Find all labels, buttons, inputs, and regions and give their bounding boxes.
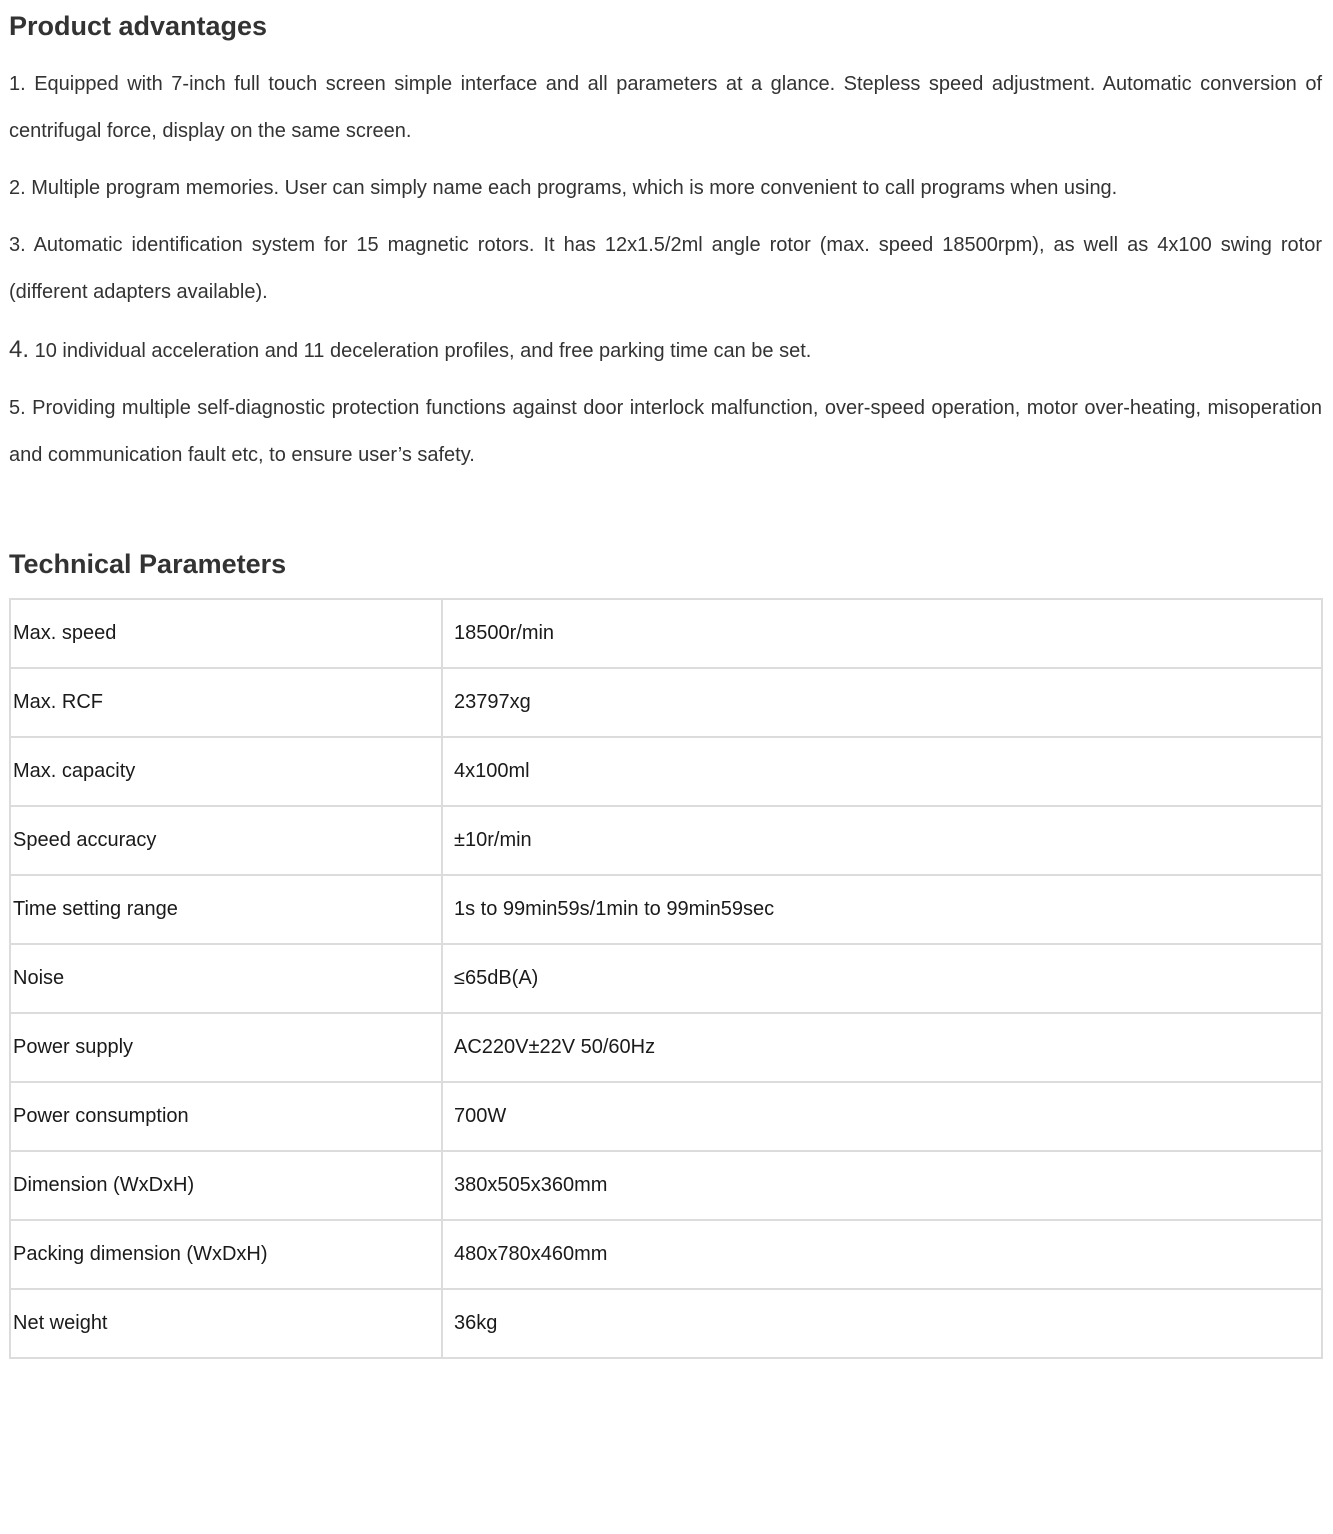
param-value: 1s to 99min59s/1min to 99min59sec bbox=[442, 875, 1322, 944]
table-row bbox=[10, 1220, 1322, 1289]
table-row bbox=[10, 1151, 1322, 1220]
param-label: Power consumption bbox=[10, 1082, 442, 1151]
advantage-text: Equipped with 7-inch full touch screen simple interface and all parameters at a glance. Stepless speed adjustment. Automatic conversion of centrifugal force, display on the same screen. bbox=[9, 73, 1322, 142]
advantage-text: 10 individual acceleration and 11 deceleration profiles, and free parking time can be set. bbox=[29, 340, 812, 362]
param-value: ±10r/min bbox=[442, 806, 1322, 875]
param-value: 480x780x460mm bbox=[442, 1220, 1322, 1289]
param-label: Net weight bbox=[10, 1289, 442, 1358]
advantages-list bbox=[9, 61, 1322, 489]
technical-parameters-table bbox=[9, 598, 1323, 1359]
advantage-text: Multiple program memories. User can simply name each programs, which is more convenient to call programs when using. bbox=[25, 177, 1118, 199]
advantage-text: Providing multiple self-diagnostic protection functions against door interlock malfunction, over-speed operation, motor over-heating, misoperation and communication fault etc, to ensure user’s safety. bbox=[9, 397, 1322, 466]
param-value: ≤65dB(A) bbox=[442, 944, 1322, 1013]
param-value: 380x505x360mm bbox=[442, 1151, 1322, 1220]
advantage-item-5 bbox=[9, 385, 1322, 479]
table-row bbox=[10, 737, 1322, 806]
table-row bbox=[10, 1013, 1322, 1082]
table-row bbox=[10, 944, 1322, 1013]
param-label: Max. capacity bbox=[10, 737, 442, 806]
technical-parameters-heading: Technical Parameters bbox=[9, 549, 287, 579]
advantage-number: 4. bbox=[9, 336, 30, 363]
table-row bbox=[10, 1289, 1322, 1358]
param-label: Speed accuracy bbox=[10, 806, 442, 875]
advantage-text: Automatic identification system for 15 magnetic rotors. It has 12x1.5/2ml angle rotor (max. speed 18500rpm), as well as 4x100 swing rotor (different adapters available). bbox=[9, 234, 1322, 303]
param-value: 23797xg bbox=[442, 668, 1322, 737]
param-value: 700W bbox=[442, 1082, 1322, 1151]
advantage-item-1 bbox=[9, 61, 1322, 155]
table-row bbox=[10, 668, 1322, 737]
param-label: Packing dimension (WxDxH) bbox=[10, 1220, 442, 1289]
table-row bbox=[10, 806, 1322, 875]
param-label: Noise bbox=[10, 944, 442, 1013]
advantage-number: 1. bbox=[9, 73, 26, 95]
param-value: 18500r/min bbox=[442, 599, 1322, 668]
advantage-number: 3. bbox=[9, 234, 26, 256]
param-value: 4x100ml bbox=[442, 737, 1322, 806]
table-row bbox=[10, 1082, 1322, 1151]
param-label: Max. RCF bbox=[10, 668, 442, 737]
param-value: AC220V±22V 50/60Hz bbox=[442, 1013, 1322, 1082]
advantage-number: 2. bbox=[9, 177, 26, 199]
param-value: 36kg bbox=[442, 1289, 1322, 1358]
param-label: Dimension (WxDxH) bbox=[10, 1151, 442, 1220]
advantage-item-3 bbox=[9, 222, 1322, 316]
advantage-item-2 bbox=[9, 165, 1322, 212]
table-row bbox=[10, 599, 1322, 668]
param-label: Max. speed bbox=[10, 599, 442, 668]
advantage-number: 5. bbox=[9, 397, 26, 419]
table-row bbox=[10, 875, 1322, 944]
param-label: Time setting range bbox=[10, 875, 442, 944]
param-label: Power supply bbox=[10, 1013, 442, 1082]
advantage-item-4 bbox=[9, 326, 1322, 375]
product-advantages-heading: Product advantages bbox=[9, 11, 268, 41]
